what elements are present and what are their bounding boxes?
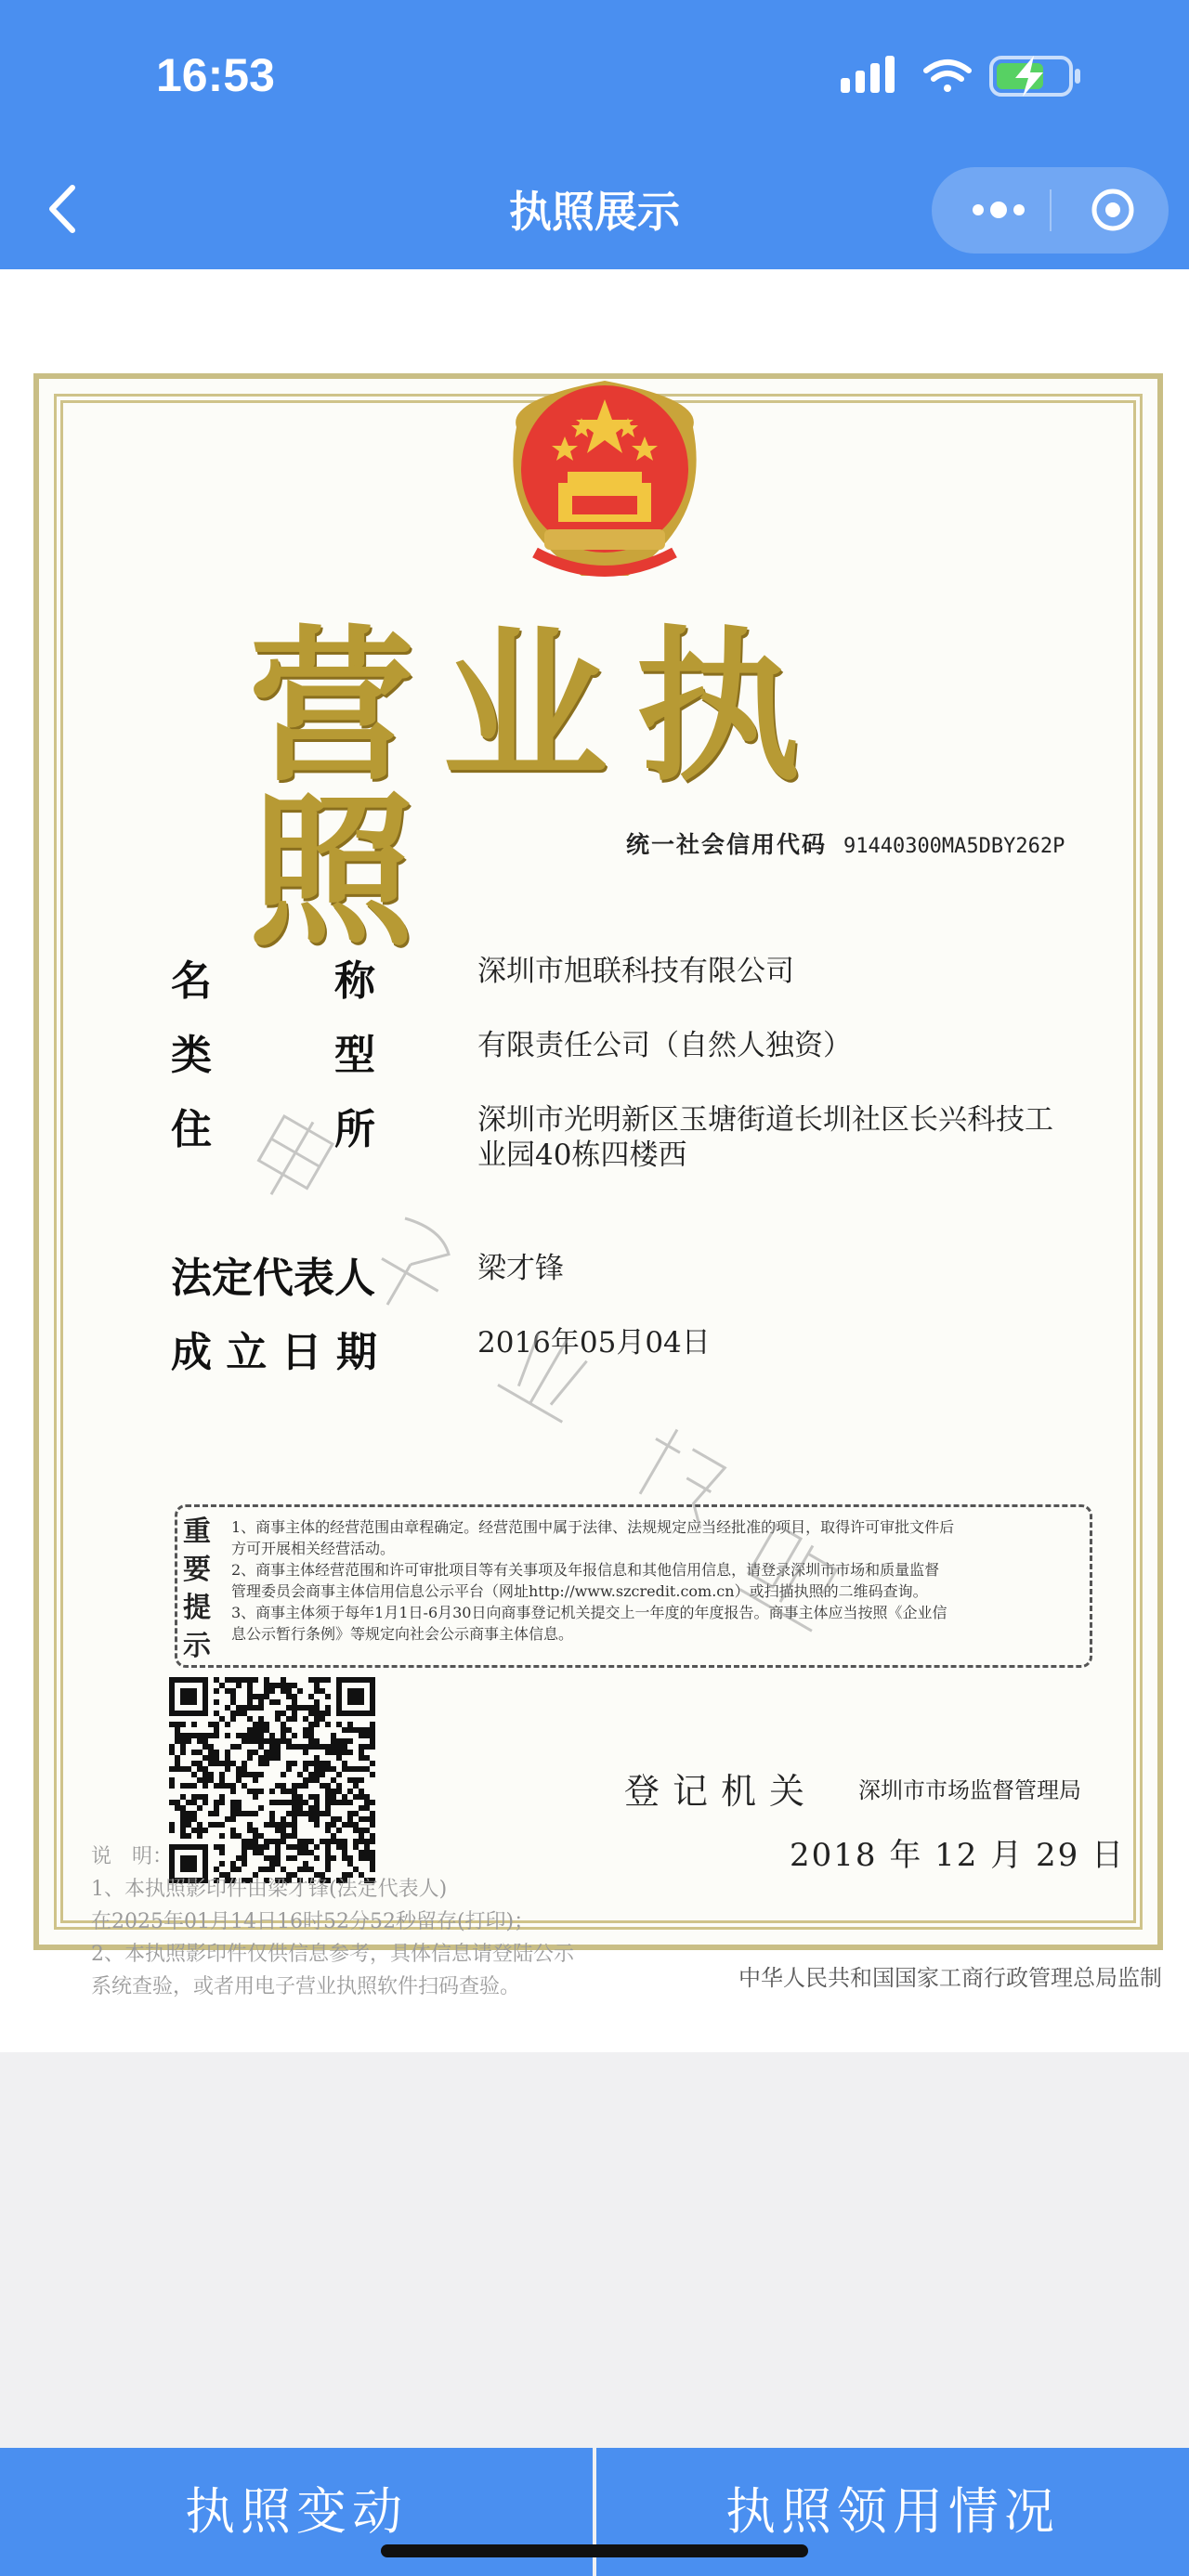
notice-lines xyxy=(231,1516,1077,1645)
target-close-icon[interactable] xyxy=(1080,184,1145,237)
status-icons xyxy=(841,52,1091,108)
credit-code-label: 统一社会信用代码 xyxy=(626,831,828,858)
explain-line: 在2025年01月14日16时52分52秒留存(打印)； xyxy=(91,1910,535,1933)
explain-line: 1、本执照影印件由梁才锋(法定代表人) xyxy=(91,1878,448,1901)
field-label-founded: 成 立 日 期 xyxy=(171,1329,377,1376)
page-title: 执照展示 xyxy=(509,187,680,237)
registration-label: 登记机关 xyxy=(624,1771,818,1812)
field-value-name: 深圳市旭联科技有限公司 xyxy=(477,955,794,988)
notice-line: 2、商事主体经营范围和许可审批项目等有关事项及年报信息和其他信用信息，请登录深圳市市场和质量监督 xyxy=(231,1561,940,1579)
important-notice xyxy=(175,1504,1092,1668)
national-emblem-icon xyxy=(479,371,730,585)
license-image-area xyxy=(0,269,1189,2052)
field-value-founded: 2016年05月04日 xyxy=(477,1326,711,1360)
field-value-address-line2: 业园40栋四楼西 xyxy=(477,1138,687,1172)
field-label-address: 住 所 xyxy=(171,1106,375,1153)
notice-line: 管理委员会商事主体信用信息公示平台（网址http://www.szcredit.com.cn）或扫描执照的二维码查询。 xyxy=(231,1582,928,1600)
wifi-icon xyxy=(926,62,969,92)
field-label-name: 名 称 xyxy=(171,957,375,1005)
registration-date: 2018 年 12 月 29 日 xyxy=(790,1837,1126,1874)
explain-line: 2、本执照影印件仅供信息参考，具体信息请登陆公示 xyxy=(91,1943,574,1966)
field-label-type: 类 型 xyxy=(171,1032,375,1079)
notice-tag: 重要提示 xyxy=(183,1516,211,1662)
top-bar xyxy=(0,0,1189,269)
explain-line: 系统查验，或者用电子营业执照软件扫码查验。 xyxy=(91,1975,521,1998)
battery-charging-icon xyxy=(991,56,1080,97)
status-time: 16:53 xyxy=(156,49,275,101)
signal-icon xyxy=(841,56,895,93)
field-label-legal-rep: 法定代表人 xyxy=(171,1255,375,1302)
notice-line: 3、商事主体须于每年1月1日-6月30日向商事登记机关提交上一年度的年度报告。商事主体应当按照《企业信 xyxy=(231,1604,947,1621)
notice-line: 息公示暂行条例》等规定向社会公示商事主体信息。 xyxy=(231,1625,574,1643)
field-value-type: 有限责任公司（自然人独资） xyxy=(477,1029,852,1062)
registration-org: 深圳市市场监督管理局 xyxy=(858,1777,1081,1803)
home-indicator xyxy=(381,2544,808,2557)
more-icon[interactable] xyxy=(961,184,1036,237)
print-explanation xyxy=(91,1841,574,2003)
mini-program-capsule xyxy=(932,167,1169,254)
field-value-address: 深圳市光明新区玉塘街道长圳社区长兴科技工 xyxy=(477,1103,1053,1137)
notice-line: 方可开展相关经营活动。 xyxy=(231,1540,396,1557)
field-value-legal-rep: 梁才锋 xyxy=(477,1252,564,1285)
explain-line: 说 明： xyxy=(91,1845,174,1868)
notice-line: 1、商事主体的经营范围由章程确定。经营范围中属于法律、法规规定应当经批准的项目，取得许可审批文件后 xyxy=(231,1518,955,1536)
license-usage-button[interactable]: 执照领用情况 xyxy=(596,2448,1189,2576)
credit-code-value: 91440300MA5DBY262P xyxy=(843,835,1065,858)
license-title: 营业执照 xyxy=(249,609,829,969)
license-change-button[interactable]: 执照变动 xyxy=(0,2448,593,2576)
supervision-note: 中华人民共和国国家工商行政管理总局监制 xyxy=(738,1965,1162,1991)
capsule-divider xyxy=(1050,189,1052,231)
credit-code-row xyxy=(626,826,1065,860)
